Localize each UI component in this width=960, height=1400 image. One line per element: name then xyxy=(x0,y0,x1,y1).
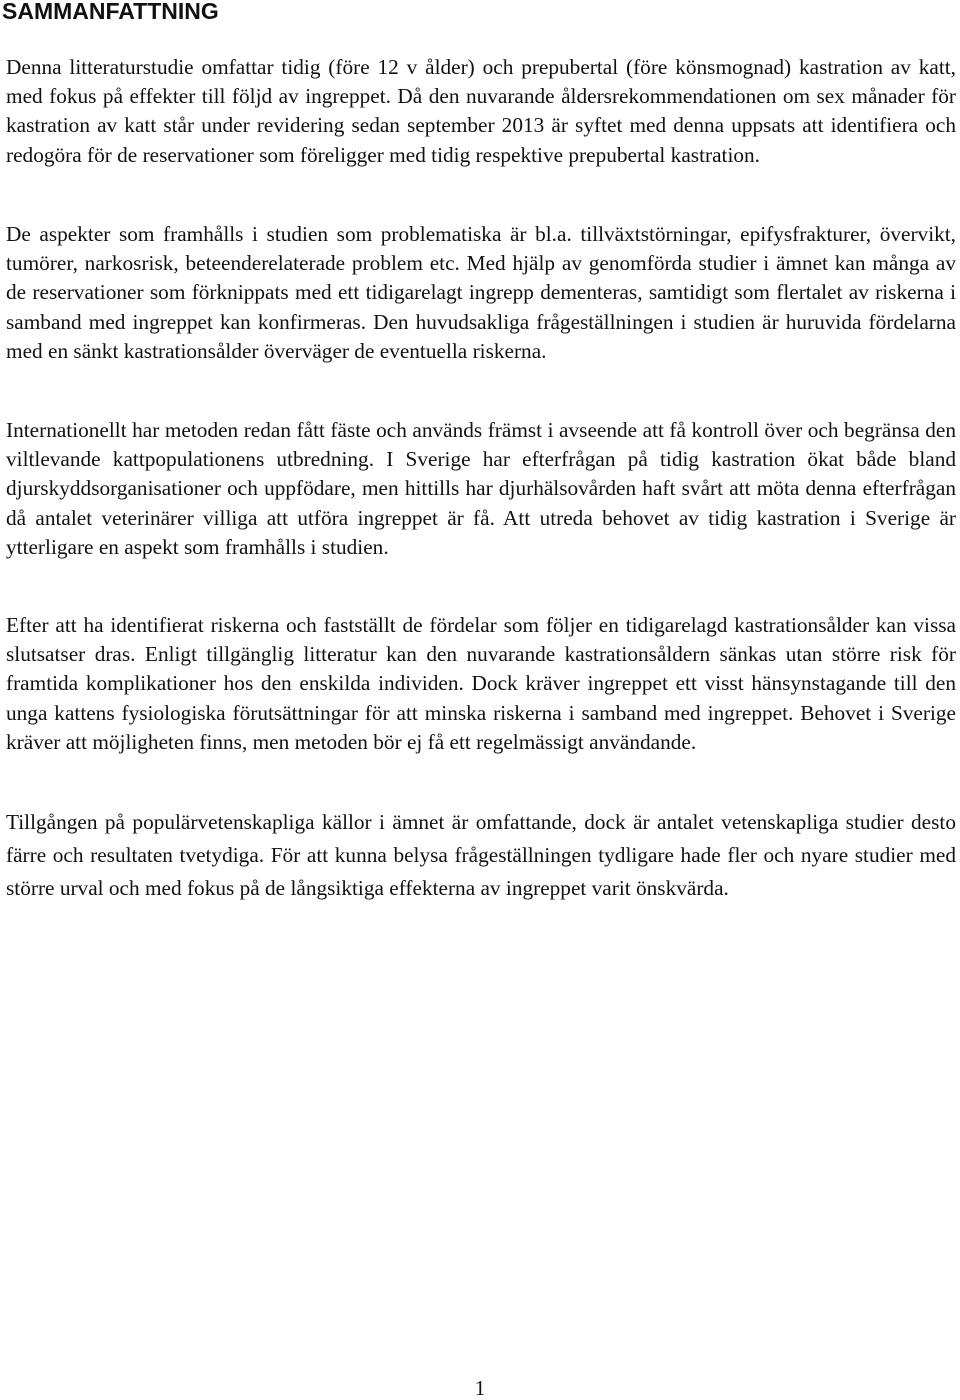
paragraph-sources: Tillgången på populärvetenskapliga källor i ämnet är omfattande, dock är antalet vetenskapliga studier desto färre och resultaten tvetydiga. För att kunna belysa frågeställningen tydligare hade fler och nyare studier med större urval och med fokus på de långsiktiga effekterna av ingreppet varit önskvärda. xyxy=(6,810,956,900)
paragraph-scope: Denna litteraturstudie omfattar tidig (före 12 v ålder) och prepubertal (före könsmognad) kastration av katt, med fokus på effekter till följd av ingreppet. Då den nuvarande åldersrekommendationen om sex månader för kastration av katt står under revidering sedan september 2013 är syftet med denna uppsats att identifiera och redogöra för de reservationer som föreligger med tidig respektive prepubertal kastration. xyxy=(6,55,956,167)
page-number: 1 xyxy=(474,1376,486,1400)
paragraph-conclusions: Efter att ha identifierat riskerna och fastställt de fördelar som följer en tidigarelagd kastrationsålder kan vissa slutsatser dras. Enligt tillgänglig litteratur kan den nuvarande kastrationsåldern sänkas utan större risk för framtida komplikationer hos den enskilda individen. Dock kräver ingreppet ett visst hänsynstagande till den unga kattens fysiologiska förutsättningar för att minska riskerna i samband med ingreppet. Behovet i Sverige kräver att möjligheten finns, men metoden bör ej få ett regelmässigt användande. xyxy=(6,613,956,754)
section-heading: SAMMANFATTNING xyxy=(2,0,219,24)
paragraph-aspects: De aspekter som framhålls i studien som problematiska är bl.a. tillväxtstörningar, epifysfrakturer, övervikt, tumörer, narkosrisk, beteenderelaterade problem etc. Med hjälp av genomförda studier i ämnet kan många av de reservationer som förknippats med ett tidigarelagt ingrepp dementeras, samtidigt som flertalet av riskerna i samband med ingreppet kan konfirmeras. Den huvudsakliga frågeställningen i studien är huruvida fördelarna med en sänkt kastrationsålder överväger de eventuella riskerna. xyxy=(6,222,956,363)
paragraph-international: Internationellt har metoden redan fått fäste och används främst i avseende att få kontroll över och begränsa den viltlevande kattpopulationens utbredning. I Sverige har efterfrågan på tidig kastration ökat både bland djurskyddsorganisationer och uppfödare, men hittills har djurhälsovården haft svårt att möta denna efterfrågan då antalet veterinärer villiga att utföra ingreppet är få. Att utreda behovet av tidig kastration i Sverige är ytterligare en aspekt som framhålls i studien. xyxy=(6,418,956,559)
